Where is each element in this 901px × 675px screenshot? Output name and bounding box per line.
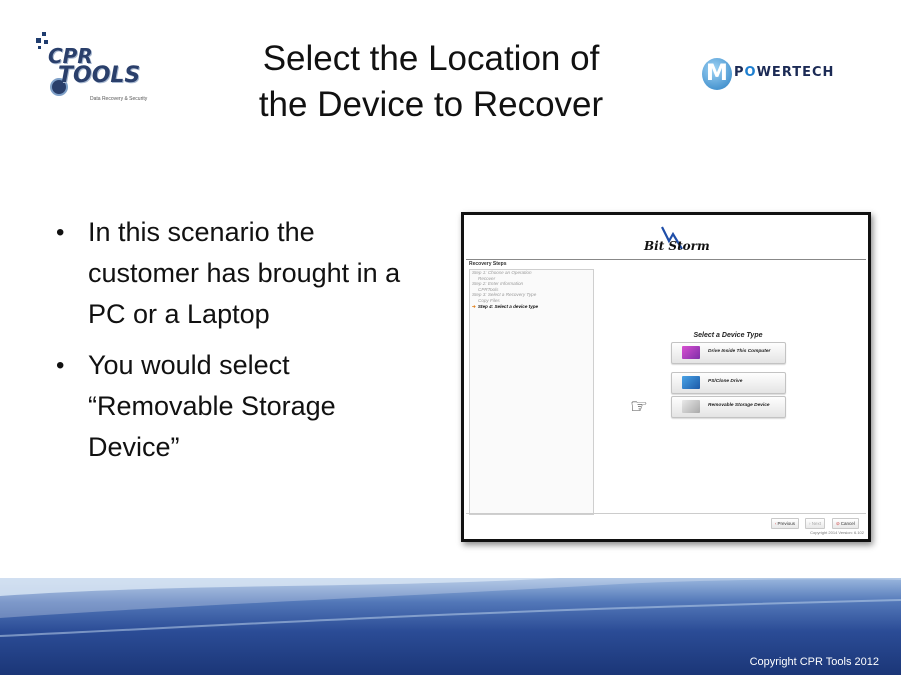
next-label: Next — [811, 521, 822, 526]
step-value: Recover — [478, 275, 496, 281]
current-step — [470, 304, 593, 310]
chevron-right-icon: › — [809, 521, 811, 526]
monitor-icon — [682, 346, 700, 359]
chevron-left-icon: ‹ — [775, 521, 777, 526]
slide-title-line2: the Device to Recover — [258, 85, 604, 124]
next-button[interactable] — [805, 518, 825, 529]
step-value: Copy Files — [478, 297, 500, 303]
mpowertech-wordmark-o: O — [744, 65, 757, 80]
usb-drive-icon — [682, 400, 700, 413]
bitstorm-logo-text: Bit Storm — [644, 239, 710, 253]
arrow-right-icon: ➔ — [472, 303, 476, 309]
pixel-decoration — [38, 46, 41, 49]
footer-divider — [466, 513, 866, 514]
removable-storage-device-button[interactable] — [671, 396, 786, 418]
ps-clone-drive-button[interactable] — [671, 372, 786, 394]
cpr-logo-line2: TOOLS — [58, 63, 141, 88]
cpr-logo-text — [48, 46, 160, 86]
previous-label: Previous — [777, 521, 796, 526]
bitstorm-logo — [644, 225, 744, 255]
cpr-logo-line1: CPR — [48, 44, 93, 68]
bullet-list — [56, 212, 416, 478]
device-type-title: Select a Device Type — [693, 332, 763, 339]
slide-title-line1: Select the Location of — [262, 39, 600, 78]
app-copyright: Copyright 2014 Version: 6.102 — [810, 530, 864, 535]
recovery-steps-title: Recovery Steps — [469, 261, 507, 267]
bullet-item: • You would select “Removable Storage Device” — [56, 345, 416, 468]
pointing-hand-icon: ☞ — [630, 396, 648, 418]
drive-inside-computer-button[interactable] — [671, 342, 786, 364]
header-divider — [466, 259, 866, 260]
cpr-tools-logo — [36, 30, 156, 112]
cancel-icon: ⊘ — [836, 521, 840, 526]
footer-copyright: Copyright CPR Tools 2012 — [749, 656, 879, 668]
cancel-button[interactable] — [832, 518, 859, 529]
mpowertech-wordmark-rest: WERTECH — [756, 65, 835, 80]
bullet-item: • In this scenario the customer has brought in a PC or a Laptop — [56, 212, 416, 335]
mpowertech-wordmark — [734, 65, 834, 80]
previous-button[interactable] — [771, 518, 799, 529]
step-value: CPRTools — [478, 286, 499, 292]
step-label: Step 1: Choose an Operation — [472, 270, 532, 275]
step-label: Step 3: Select a Recovery Type — [472, 292, 537, 298]
mpowertech-logo — [702, 58, 862, 94]
step-label: Step 2: Enter Information — [472, 281, 524, 287]
clone-drive-icon — [682, 376, 700, 389]
bitstorm-screenshot — [461, 212, 871, 542]
cancel-label: Cancel — [840, 521, 855, 526]
device-button-label: PS/Clone Drive — [708, 379, 743, 384]
recovery-steps-panel — [469, 269, 594, 515]
device-button-label: Drive Inside This Computer — [708, 349, 771, 354]
cpr-logo-tagline: Data Recovery & Security — [90, 96, 148, 102]
current-step-label: Step 4: Select a device type — [477, 303, 539, 309]
pixel-decoration — [42, 32, 46, 36]
mpowertech-m-emblem: M — [702, 58, 732, 90]
pixel-decoration — [36, 38, 41, 43]
device-button-label: Removable Storage Device — [708, 403, 770, 408]
slide-title — [200, 36, 662, 128]
mpowertech-wordmark-p: P — [734, 65, 745, 80]
